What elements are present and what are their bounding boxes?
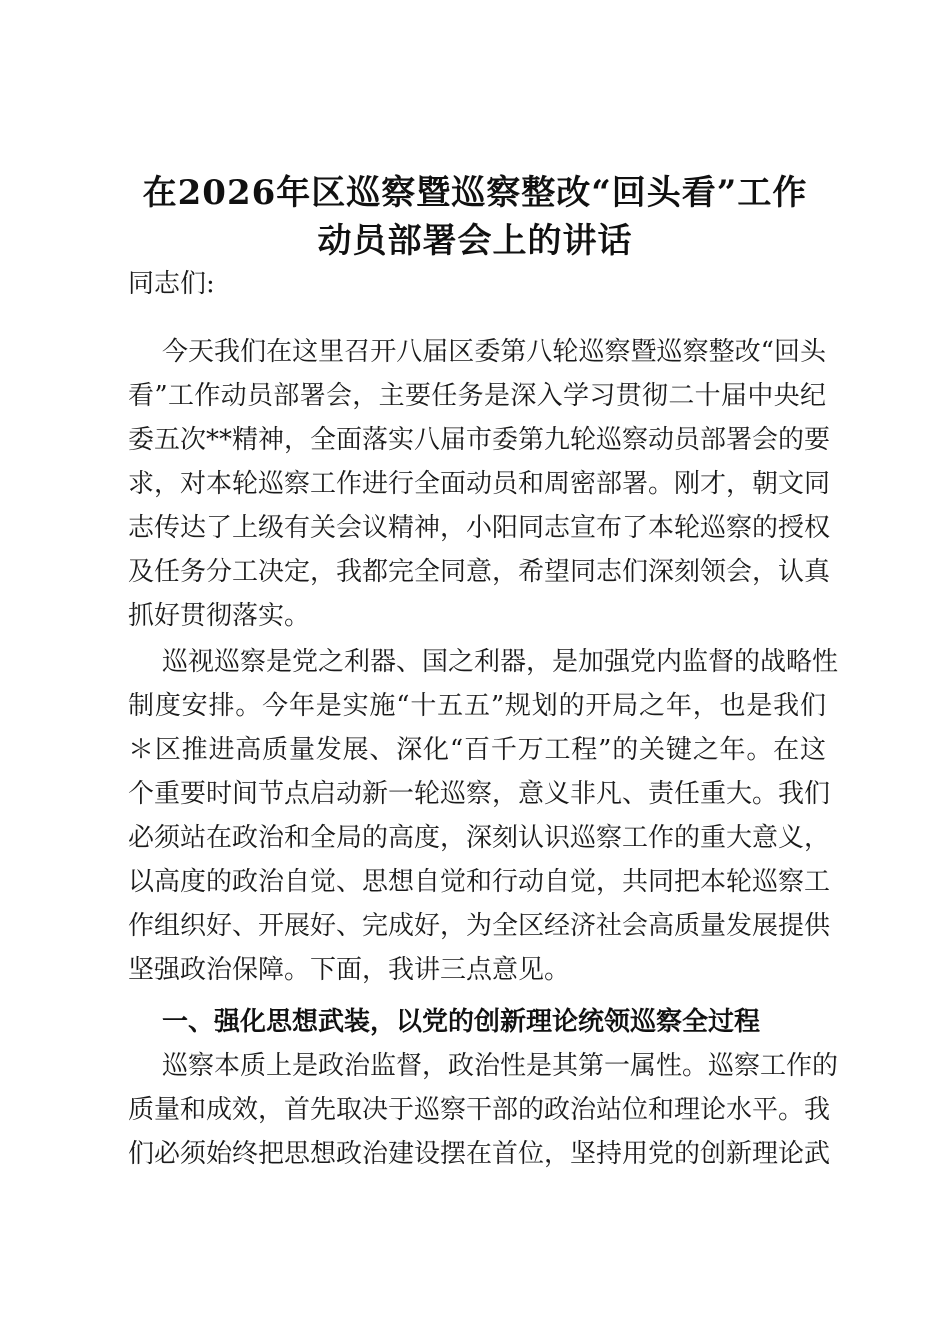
paragraph-2	[128, 640, 839, 992]
paragraph-2-line: 必须站在政治和全局的高度，深刻认识巡察工作的重大意义，	[128, 823, 831, 853]
paragraph-3-line: 们必须始终把思想政治建设摆在首位，坚持用党的创新理论武	[128, 1139, 831, 1169]
paragraph-2-line: ＊区推进高质量发展、深化“百千万工程”的关键之年。在这	[128, 735, 826, 765]
paragraph-1-line: 求，对本轮巡察工作进行全面动员和周密部署。刚才，朝文同	[128, 469, 831, 499]
document-title-line-2: 动员部署会上的讲话	[317, 221, 633, 261]
salutation: 同志们:	[128, 269, 215, 299]
paragraph-1-line: 抓好贯彻落实。	[128, 601, 311, 631]
section-heading-1: 一、强化思想武装，以党的创新理论统领巡察全过程	[162, 1007, 761, 1037]
paragraph-2-line: 以高度的政治自觉、思想自觉和行动自觉，共同把本轮巡察工	[128, 867, 831, 897]
paragraph-2-line: 个重要时间节点启动新一轮巡察，意义非凡、责任重大。我们	[128, 779, 831, 809]
paragraph-3	[128, 1044, 839, 1176]
paragraph-1	[128, 330, 831, 638]
paragraph-1-line: 今天我们在这里召开八届区委第八轮巡察暨巡察整改“回头	[162, 337, 826, 367]
paragraph-2-line: 作组织好、开展好、完成好，为全区经济社会高质量发展提供	[128, 911, 831, 941]
paragraph-1-line: 及任务分工决定，我都完全同意，希望同志们深刻领会，认真	[128, 557, 831, 587]
paragraph-2-line: 巡视巡察是党之利器、国之利器，是加强党内监督的战略性	[162, 647, 839, 677]
paragraph-2-line: 制度安排。今年是实施“十五五”规划的开局之年，也是我们	[128, 691, 826, 721]
paragraph-1-line: 委五次**精神，全面落实八届市委第九轮巡察动员部署会的要	[128, 425, 831, 455]
paragraph-2-line: 坚强政治保障。下面，我讲三点意见。	[128, 955, 571, 985]
paragraph-1-line: 看”工作动员部署会，主要任务是深入学习贯彻二十届中央纪	[128, 381, 826, 411]
paragraph-1-line: 志传达了上级有关会议精神，小阳同志宣布了本轮巡察的授权	[128, 513, 831, 543]
paragraph-3-line: 质量和成效，首先取决于巡察干部的政治站位和理论水平。我	[128, 1095, 831, 1125]
document-title-line-1: 在2026年区巡察暨巡察整改“回头看”工作	[142, 173, 808, 213]
paragraph-3-line: 巡察本质上是政治监督，政治性是其第一属性。巡察工作的	[162, 1051, 839, 1081]
